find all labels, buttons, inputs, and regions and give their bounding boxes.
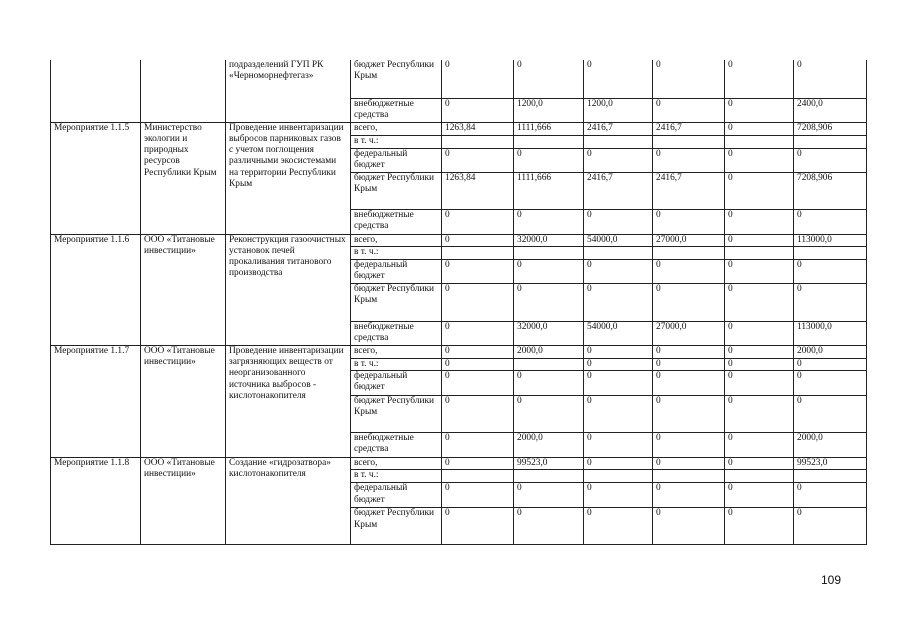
- value-cell: [794, 135, 867, 148]
- funding-source-cell: в т. ч.:: [351, 135, 442, 148]
- funding-source-cell: внебюджетные средства: [351, 321, 442, 345]
- funding-source-cell: в т. ч.:: [351, 470, 442, 483]
- value-cell: 0: [725, 483, 794, 508]
- measure-name-cell: Мероприятие 1.1.7: [51, 345, 141, 457]
- value-cell: 0: [584, 283, 653, 321]
- value-cell: 2000,0: [514, 433, 584, 458]
- value-cell: 0: [653, 283, 725, 321]
- funding-source-cell: бюджет Республики Крым: [351, 396, 442, 433]
- value-cell: 0: [725, 122, 794, 135]
- table-row: [51, 60, 867, 98]
- value-cell: 0: [442, 358, 514, 370]
- value-cell: 0: [584, 483, 653, 508]
- table-row: [51, 122, 867, 135]
- value-cell: 0: [725, 321, 794, 345]
- measure-description-cell: Реконструкция газоочистных установок печей прокаливания титанового производства: [226, 234, 351, 345]
- funding-source-cell: бюджет Республики Крым: [351, 508, 442, 545]
- value-cell: 0: [725, 259, 794, 283]
- value-cell: 0: [794, 259, 867, 283]
- funding-source-cell: федеральный бюджет: [351, 259, 442, 283]
- value-cell: 2000,0: [794, 433, 867, 458]
- funding-source-cell: внебюджетные средства: [351, 209, 442, 234]
- funding-source-cell: внебюджетные средства: [351, 433, 442, 458]
- value-cell: 0: [653, 148, 725, 172]
- value-cell: 0: [725, 148, 794, 172]
- value-cell: 0: [794, 209, 867, 234]
- value-cell: [794, 246, 867, 259]
- value-cell: [653, 470, 725, 483]
- value-cell: 0: [442, 458, 514, 470]
- measure-description-cell: подразделений ГУП РК «Черноморнефтегаз»: [226, 60, 351, 122]
- value-cell: 0: [442, 60, 514, 98]
- value-cell: 0: [442, 483, 514, 508]
- value-cell: 0: [584, 259, 653, 283]
- value-cell: [442, 470, 514, 483]
- value-cell: 0: [514, 60, 584, 98]
- value-cell: [442, 135, 514, 148]
- page-number: 109: [821, 573, 842, 587]
- value-cell: 0: [653, 483, 725, 508]
- value-cell: 0: [442, 259, 514, 283]
- value-cell: 0: [584, 371, 653, 396]
- value-cell: 1200,0: [514, 98, 584, 122]
- value-cell: [725, 470, 794, 483]
- value-cell: 7208,906: [794, 172, 867, 209]
- executor-cell: ООО «Титановые инвестиции»: [141, 234, 226, 345]
- value-cell: 0: [794, 483, 867, 508]
- value-cell: 0: [725, 433, 794, 458]
- executor-cell: ООО «Титановые инвестиции»: [141, 345, 226, 457]
- value-cell: 0: [442, 371, 514, 396]
- measure-description-cell: Создание «гидрозатвора» кислотонакопителя: [226, 458, 351, 545]
- value-cell: 0: [653, 508, 725, 545]
- value-cell: [514, 470, 584, 483]
- funding-source-cell: бюджет Республики Крым: [351, 172, 442, 209]
- value-cell: 1111,666: [514, 172, 584, 209]
- value-cell: 0: [653, 433, 725, 458]
- value-cell: 0: [725, 371, 794, 396]
- value-cell: 0: [725, 396, 794, 433]
- value-cell: 0: [442, 321, 514, 345]
- value-cell: [514, 135, 584, 148]
- value-cell: 1200,0: [584, 98, 653, 122]
- value-cell: 0: [584, 60, 653, 98]
- value-cell: 0: [442, 433, 514, 458]
- value-cell: 0: [514, 283, 584, 321]
- value-cell: 2416,7: [584, 172, 653, 209]
- value-cell: 0: [514, 259, 584, 283]
- measure-name-cell: Мероприятие 1.1.6: [51, 234, 141, 345]
- value-cell: 1111,666: [514, 122, 584, 135]
- value-cell: 0: [794, 508, 867, 545]
- value-cell: 0: [442, 508, 514, 545]
- value-cell: 54000,0: [584, 321, 653, 345]
- value-cell: 0: [794, 371, 867, 396]
- funding-source-cell: федеральный бюджет: [351, 483, 442, 508]
- value-cell: [725, 135, 794, 148]
- value-cell: 0: [653, 396, 725, 433]
- funding-source-cell: всего,: [351, 458, 442, 470]
- funding-source-cell: в т. ч.:: [351, 246, 442, 259]
- value-cell: 0: [653, 358, 725, 370]
- value-cell: 0: [794, 60, 867, 98]
- funding-source-cell: бюджет Республики Крым: [351, 60, 442, 98]
- funding-source-cell: бюджет Республики Крым: [351, 283, 442, 321]
- value-cell: [514, 358, 584, 370]
- value-cell: 0: [442, 396, 514, 433]
- table-row: [51, 234, 867, 246]
- executor-cell: Министерство экологии и природных ресурсов Республики Крым: [141, 122, 226, 234]
- value-cell: 0: [794, 396, 867, 433]
- value-cell: 0: [653, 345, 725, 358]
- value-cell: [725, 246, 794, 259]
- value-cell: 0: [442, 283, 514, 321]
- value-cell: 0: [514, 209, 584, 234]
- table-row: [51, 458, 867, 470]
- value-cell: 0: [725, 458, 794, 470]
- value-cell: 0: [514, 508, 584, 545]
- table-body: [51, 60, 867, 545]
- value-cell: [794, 470, 867, 483]
- value-cell: 1263,84: [442, 122, 514, 135]
- value-cell: 0: [514, 148, 584, 172]
- value-cell: 0: [653, 98, 725, 122]
- value-cell: [514, 246, 584, 259]
- executor-cell: ООО «Титановые инвестиции»: [141, 458, 226, 545]
- value-cell: 32000,0: [514, 321, 584, 345]
- table-row: [51, 345, 867, 358]
- funding-source-cell: внебюджетные средства: [351, 98, 442, 122]
- value-cell: 0: [584, 345, 653, 358]
- value-cell: 0: [725, 358, 794, 370]
- value-cell: 0: [653, 259, 725, 283]
- value-cell: 27000,0: [653, 321, 725, 345]
- funding-source-cell: всего,: [351, 345, 442, 358]
- measure-name-cell: Мероприятие 1.1.5: [51, 122, 141, 234]
- value-cell: 2416,7: [584, 122, 653, 135]
- value-cell: 0: [442, 148, 514, 172]
- value-cell: 7208,906: [794, 122, 867, 135]
- value-cell: 2400,0: [794, 98, 867, 122]
- value-cell: 2000,0: [794, 345, 867, 358]
- value-cell: 0: [514, 371, 584, 396]
- value-cell: 0: [584, 209, 653, 234]
- value-cell: 0: [514, 396, 584, 433]
- measure-description-cell: Проведение инвентаризации выбросов парниковых газов с учетом поглощения различными экосистемами на территории Республики Крым: [226, 122, 351, 234]
- value-cell: 113000,0: [794, 234, 867, 246]
- value-cell: 0: [653, 458, 725, 470]
- value-cell: [653, 246, 725, 259]
- value-cell: 0: [514, 483, 584, 508]
- value-cell: 0: [725, 345, 794, 358]
- value-cell: 0: [725, 98, 794, 122]
- value-cell: 113000,0: [794, 321, 867, 345]
- value-cell: 0: [725, 283, 794, 321]
- value-cell: 2000,0: [514, 345, 584, 358]
- funding-source-cell: в т. ч.:: [351, 358, 442, 370]
- measure-name-cell: Мероприятие 1.1.8: [51, 458, 141, 545]
- executor-cell: [141, 60, 226, 122]
- value-cell: 0: [584, 148, 653, 172]
- value-cell: 2416,7: [653, 122, 725, 135]
- value-cell: 0: [442, 98, 514, 122]
- funding-source-cell: федеральный бюджет: [351, 371, 442, 396]
- value-cell: 0: [584, 458, 653, 470]
- value-cell: [584, 470, 653, 483]
- value-cell: 0: [584, 358, 653, 370]
- value-cell: 0: [725, 172, 794, 209]
- funding-source-cell: всего,: [351, 234, 442, 246]
- value-cell: 0: [794, 358, 867, 370]
- value-cell: 99523,0: [794, 458, 867, 470]
- value-cell: 99523,0: [514, 458, 584, 470]
- value-cell: [442, 246, 514, 259]
- value-cell: 0: [442, 234, 514, 246]
- value-cell: 0: [653, 209, 725, 234]
- value-cell: 0: [725, 209, 794, 234]
- value-cell: 0: [653, 60, 725, 98]
- value-cell: 27000,0: [653, 234, 725, 246]
- funding-source-cell: всего,: [351, 122, 442, 135]
- value-cell: 0: [442, 345, 514, 358]
- value-cell: 0: [725, 234, 794, 246]
- funding-table: [50, 60, 867, 545]
- value-cell: 0: [794, 283, 867, 321]
- value-cell: [584, 135, 653, 148]
- measure-description-cell: Проведение инвентаризации загрязняющих веществ от неорганизованного источника выбросов - кислотонакопителя: [226, 345, 351, 457]
- value-cell: [584, 246, 653, 259]
- value-cell: 0: [584, 396, 653, 433]
- value-cell: 2416,7: [653, 172, 725, 209]
- value-cell: 32000,0: [514, 234, 584, 246]
- value-cell: 1263,84: [442, 172, 514, 209]
- value-cell: 0: [725, 508, 794, 545]
- value-cell: 0: [584, 508, 653, 545]
- value-cell: 0: [725, 60, 794, 98]
- measure-name-cell: [51, 60, 141, 122]
- value-cell: [653, 135, 725, 148]
- value-cell: 0: [653, 371, 725, 396]
- value-cell: 0: [584, 433, 653, 458]
- value-cell: 0: [442, 209, 514, 234]
- funding-source-cell: федеральный бюджет: [351, 148, 442, 172]
- value-cell: 54000,0: [584, 234, 653, 246]
- value-cell: 0: [794, 148, 867, 172]
